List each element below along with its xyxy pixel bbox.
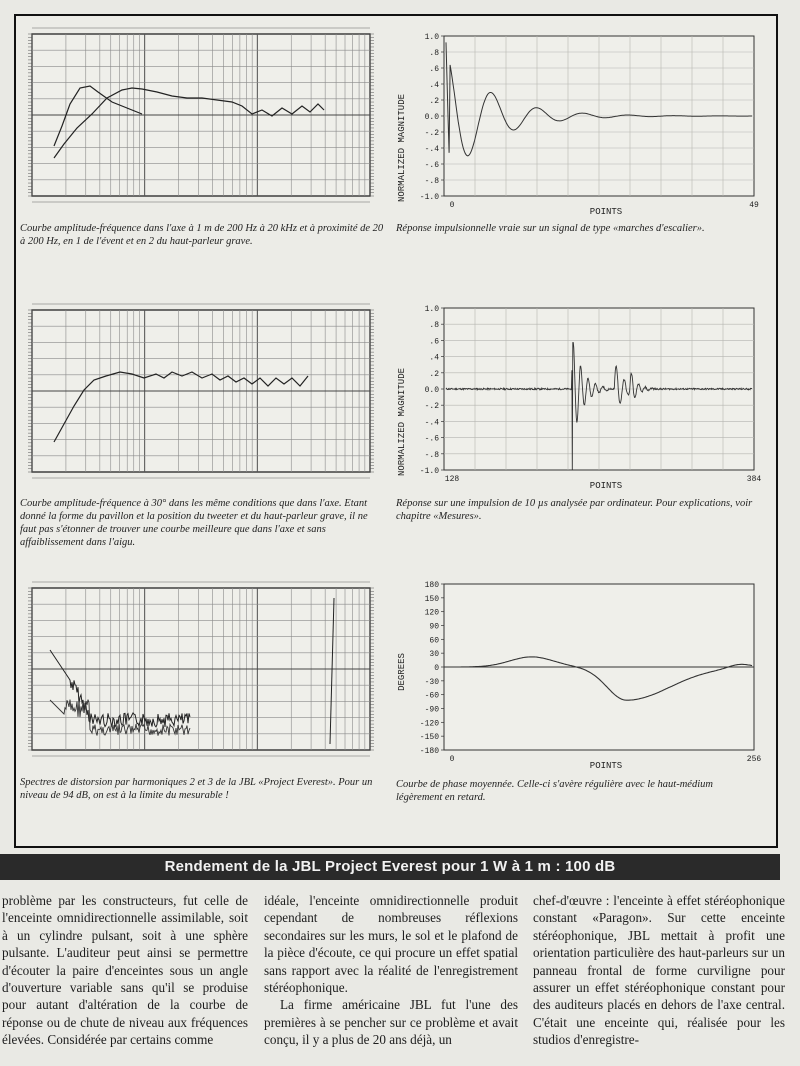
imp1-ytick-label: -.2 (424, 129, 439, 138)
phase-curve-plot (392, 578, 772, 774)
phase-xtick-label: 0 (449, 755, 455, 764)
imp2-ytick-label: -.8 (424, 450, 439, 460)
imp2-ytick-label: .6 (429, 337, 439, 347)
phase-ytick-label: -120 (419, 719, 439, 729)
imp1-xtick-label: 0 (449, 201, 455, 210)
caption-frequency-response-axis: Courbe amplitude-fréquence dans l'axe à 1 m de 200 Hz à 20 kHz et à proximité de 20 à 200 Hz, en 1 de l'évent et en 2 du haut-parleur grave. (20, 223, 384, 247)
imp1-ytick-label: -.8 (424, 177, 439, 186)
imp1-ytick-label: -.4 (424, 145, 439, 154)
caption-impulse-staircase: Réponse impulsionnelle vraie sur un signal de type «marches d'escalier». (396, 223, 705, 234)
imp2-ytick-label: .2 (429, 369, 439, 379)
imp2-ylabel: NORMALIZED MAGNITUDE (397, 367, 407, 477)
impulse-response-staircase-chart (392, 28, 772, 218)
imp2-ytick-label: 1.0 (424, 305, 439, 314)
imp2-ytick-label: -1.0 (419, 467, 439, 476)
caption-distortion-spectrum: Spectres de distorsion par harmoniques 2 et 3 de la JBL «Project Everest». Pour un niveau de 94 dB, on est à la limite du mesurable ! (20, 777, 373, 801)
imp1-ytick-label: .2 (429, 97, 439, 106)
imp1-ytick-label: 1.0 (424, 33, 439, 42)
distortion-spectrum-plot (20, 580, 382, 772)
imp1-xlabel: POINTS (589, 207, 623, 217)
imp1-ytick-label: .8 (429, 49, 439, 58)
phase-xtick-label: 256 (746, 755, 762, 764)
frequency-response-axis-plot (20, 26, 382, 216)
body-column-2 (264, 892, 518, 1049)
imp2-ytick-label: .8 (429, 321, 439, 331)
phase-ytick-label: -30 (424, 677, 439, 687)
efficiency-banner: Rendement de la JBL Project Everest pour 1 W à 1 m : 100 dB (0, 854, 780, 880)
frequency-response-30deg-chart (20, 302, 382, 494)
imp2-ytick-label: -.4 (424, 418, 439, 428)
imp2-xtick-label: 384 (746, 475, 762, 484)
caption-impulse-10us: Réponse sur une impulsion de 10 µs analysée par ordinateur. Pour explications, voir chapitre «Mesures». (396, 498, 753, 522)
phase-ytick-label: 0 (434, 664, 439, 673)
phase-ytick-label: 150 (424, 594, 439, 604)
imp1-ylabel: NORMALIZED MAGNITUDE (397, 93, 407, 203)
phase-ytick-label: 30 (429, 650, 439, 660)
column-3-text: chef-d'œuvre : l'enceinte à effet stéréophonique constant «Paragon». Sur cette enceinte stéréophonique, JBL mettait à profit une orientation particulière des haut-parleurs sur un panneau frontal de forme curviligne pour assurer un effet stéréophonique constant pour des auditeurs placés en dehors de l'axe central. C'était une enceinte qui, réalisée pour les studios d'enregistre- (533, 893, 785, 1048)
imp2-ytick-label: .4 (429, 353, 439, 363)
imp2-xtick-label: 128 (444, 475, 460, 484)
imp1-ytick-label: -.6 (424, 161, 439, 170)
phase-ytick-label: -90 (424, 705, 439, 715)
imp1-ytick-label: .6 (429, 65, 439, 74)
caption-frequency-response-30deg: Courbe amplitude-fréquence à 30° dans les même conditions que dans l'axe. Etant donné la forme du pavillon et la position du tweeter et du haut-parleur grave, il ne faut pas s'étonner de trouver une courbe meilleure que dans l'axe et sans affaiblissement dans l'aigu. (20, 498, 368, 548)
impulse-response-staircase-plot (392, 28, 772, 218)
imp1-xtick-label: 49 (749, 201, 759, 210)
imp2-ytick-label: -.2 (424, 402, 439, 412)
body-column-3 (533, 892, 785, 1049)
frequency-response-30deg-plot (20, 302, 382, 494)
column-2-paragraph-2: La firme américaine JBL fut l'une des premières à se pencher sur ce problème et avait conçu, il y a plus de 20 ans déjà, un (264, 997, 518, 1048)
imp1-ytick-label: -1.0 (419, 193, 439, 202)
impulse-response-10us-plot (392, 300, 772, 492)
phase-ytick-label: -180 (419, 747, 439, 756)
phase-ytick-label: -60 (424, 691, 439, 701)
imp2-ytick-label: 0.0 (424, 386, 439, 395)
phase-ytick-label: 180 (424, 581, 439, 590)
phase-curve-chart (392, 578, 772, 774)
caption-phase-curve: Courbe de phase moyennée. Celle-ci s'avère régulière avec le haut-médium légèrement en retard. (396, 779, 713, 803)
column-1-text: problème par les constructeurs, fut celle de l'enceinte omnidirectionnelle assimilable, soit à un cylindre pulsant, soit à une sphère pulsante. L'auditeur peut ainsi se permettre d'écouter la paire d'enceintes sous un angle d'ouverture variable sans qu'il se produise pour autant d'altération de la courbe de réponse ou de chute de niveau aux fréquences élevées. Considérée par certains comme (2, 893, 248, 1048)
body-column-1 (2, 892, 248, 1049)
phase-ytick-label: 60 (429, 636, 439, 646)
impulse-response-10us-chart (392, 300, 772, 492)
imp2-xlabel: POINTS (589, 481, 623, 491)
imp2-ytick-label: -.6 (424, 434, 439, 444)
imp1-ytick-label: .4 (429, 81, 439, 90)
imp1-ytick-label: 0.0 (424, 113, 439, 122)
phase-ytick-label: -150 (419, 733, 439, 743)
phase-ylabel: DEGREES (397, 653, 407, 691)
phase-ytick-label: 120 (424, 608, 439, 618)
distortion-spectrum-chart (20, 580, 382, 772)
phase-xlabel: POINTS (589, 761, 623, 771)
phase-ytick-label: 90 (429, 622, 439, 632)
column-2-paragraph-1: idéale, l'enceinte omnidirectionnelle produit cependant de nombreuses réflexions secondaires sur les murs, le sol et le plafond de la pièce d'écoute, ce qui procure un effet spatial sans rapport avec la réalité de l'enregistrement stéréophonique. (264, 893, 518, 996)
frequency-response-axis-chart (20, 26, 382, 216)
